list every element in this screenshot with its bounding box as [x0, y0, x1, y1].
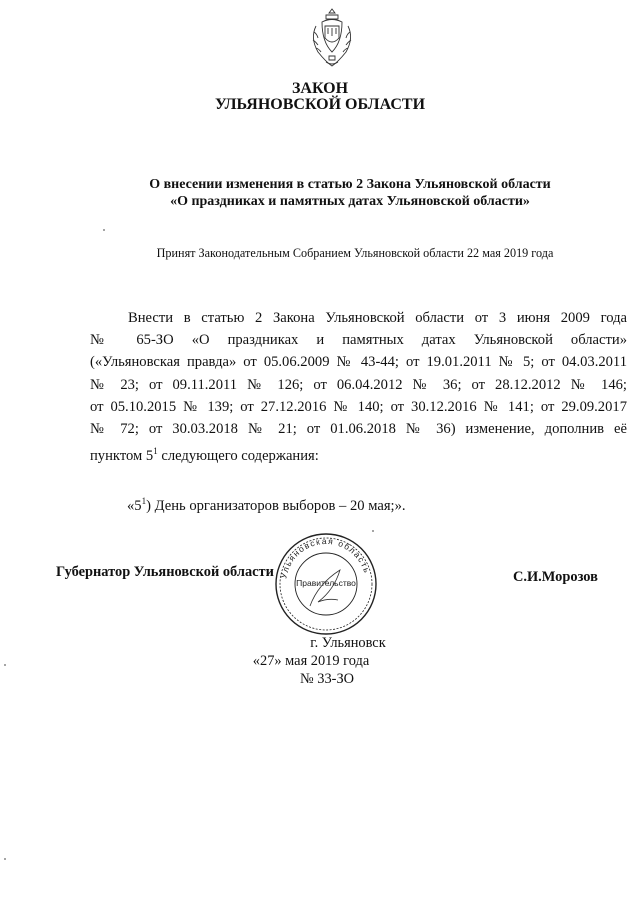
body-line: от 05.10.2015 № 139; от 27.12.2016 № 140; от 30.12.2016 № 141; от 29.09.2017 [90, 398, 627, 415]
new-item-quote [127, 491, 406, 516]
scan-speck [4, 858, 6, 860]
signatory-position: Губернатор Ульяновской области [56, 564, 274, 580]
body-line: № 65-ЗО «О праздниках и памятных датах Ульяновской области» [90, 332, 627, 349]
seal-center-text: Правительство [296, 578, 356, 588]
quote-before: «5 [127, 497, 142, 514]
adoption-note: Принят Законодательным Собранием Ульяновской области 22 мая 2019 года [156, 246, 554, 260]
body-line: Внести в статью 2 Закона Ульяновской области от 3 июня 2009 года [128, 310, 627, 326]
body-line: № 23; от 09.11.2011 № 126; от 06.04.2012 № 36; от 28.12.2012 № 146; [90, 376, 627, 393]
law-subject-line-1: О внесении изменения в статью 2 Закона Ульяновской области [149, 177, 551, 192]
coat-of-arms-emblem [308, 6, 356, 70]
body-line: («Ульяновская правда» от 05.06.2009 № 43-44; от 19.01.2011 № 5; от 04.03.2011 [90, 354, 627, 371]
document-title: ЗАКОН [291, 80, 349, 97]
scan-speck [4, 664, 6, 666]
seal-ring-text: Ульяновская область [278, 535, 373, 580]
body-last-sup: 1 [153, 446, 158, 457]
signing-date: «27» мая 2019 года [252, 653, 370, 669]
svg-text:Ульяновская область [278, 536, 372, 579]
scan-speck [372, 530, 374, 532]
body-line-last [90, 440, 627, 462]
body-last-before: пунктом 5 [90, 447, 154, 464]
law-number: № 33-ЗО [299, 671, 355, 687]
signatory-name: С.И.Морозов [513, 569, 598, 585]
law-subject-line-2: «О праздниках и памятных датах Ульяновской области» [170, 194, 530, 209]
quote-sup: 1 [141, 496, 147, 506]
body-last-after: следующего содержания: [157, 447, 319, 464]
quote-after: ) День организаторов выборов – 20 мая;». [146, 497, 406, 514]
law-body [90, 307, 627, 462]
document-region-title: УЛЬЯНОВСКОЙ ОБЛАСТИ [214, 96, 426, 113]
official-seal-stamp [270, 528, 382, 640]
scan-speck [103, 229, 105, 231]
place-of-signing: г. Ульяновск [310, 635, 386, 651]
body-line: № 72; от 30.03.2018 № 21; от 01.06.2018 № 36) изменение, дополнив её [90, 420, 627, 437]
